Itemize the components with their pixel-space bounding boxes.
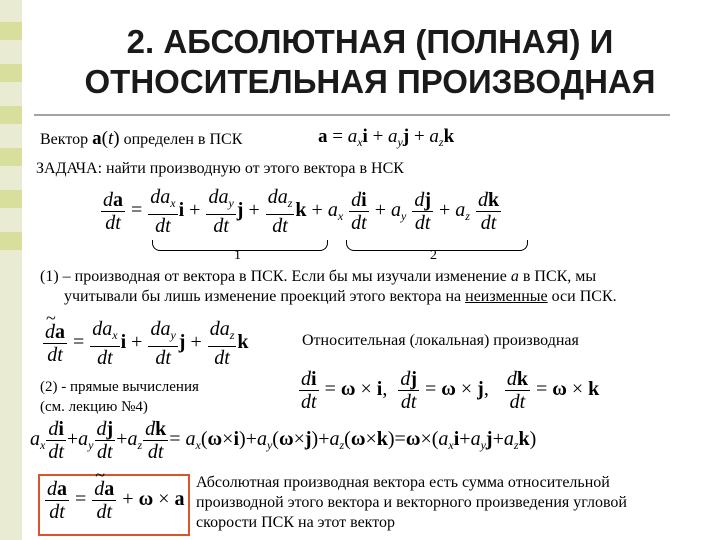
conclusion-line-2: производной этого вектора и векторного произведения угловой bbox=[196, 494, 627, 511]
sidebar-square bbox=[0, 22, 22, 40]
para1-line2-text: учитывали бы лишь изменение проекций этого вектора на bbox=[64, 288, 462, 305]
title-line-1: 2. АБСОЛЮТНАЯ (ПОЛНАЯ) И bbox=[126, 23, 614, 60]
transport-term-formula: $a_x$ $\frac{di}{dt}$ $+a_y$ $\frac{dj}{dt}$ $+a_z$ $\frac{dk}{dt}$ = $a_x(\omega\times i)+a_y(\omega\times j)+a_z(\omega\times k)=\omega\times(a_xi+a_yj+a_zk)$ bbox=[30, 418, 537, 463]
sidebar-square bbox=[0, 148, 22, 166]
vector-definition-line bbox=[40, 130, 242, 149]
slide-sidebar-decoration bbox=[0, 0, 22, 540]
poisson-formulas: $\frac{di}{dt}$ = ω × i, $\frac{dj}{dt}$ = ω × j, $\frac{dk}{dt}$ = ω × k bbox=[301, 368, 600, 413]
underbrace-label-2: 2 bbox=[430, 248, 437, 263]
slide-title bbox=[40, 22, 700, 102]
conclusion-line-3: скорости ПСК на этот вектор bbox=[196, 514, 396, 531]
sidebar-square bbox=[0, 232, 22, 250]
sidebar-square bbox=[0, 64, 22, 82]
sidebar-square bbox=[0, 190, 22, 208]
absolute-derivative-formula: $\frac{da}{dt}$ = ~ $\frac{da}{dt}$ + ω × a bbox=[44, 478, 184, 523]
relative-derivative-label: Относительная (локальная) производная bbox=[302, 332, 579, 349]
sidebar-square bbox=[0, 106, 22, 124]
relative-derivative-formula: ~ $\frac{da}{dt}$ = $\frac{da_x}{dt}$ i + $\frac{da_y}{dt}$ j + $\frac{da_z}{dt}$ k bbox=[42, 318, 249, 369]
vector-a-of-t: a(t) bbox=[92, 128, 120, 149]
paragraph-1-line-2 bbox=[64, 288, 617, 306]
direct-calc-line-2: (см. лекцию №4) bbox=[40, 399, 148, 415]
para1-vector-a: a bbox=[510, 268, 519, 285]
underbrace-2 bbox=[346, 240, 528, 251]
para1-text: (1) – производная от вектора в ПСК. Если бы мы изучали изменение bbox=[40, 268, 507, 285]
vector-label: Вектор bbox=[40, 131, 89, 148]
underbrace-label-1: 1 bbox=[234, 248, 241, 263]
para1-text-end: в ПСК, мы bbox=[522, 268, 597, 285]
full-derivative-formula: $\frac{da}{dt}$ = $\frac{da_x}{dt}$ i + $\frac{da_y}{dt}$ j + $\frac{da_z}{dt}$ $k + a_x$ $\frac{di}{dt}$ + $a_y$ $\frac{dj}{dt}$ + $a_z$ $\frac{dk}{dt}$ bbox=[103, 186, 500, 237]
defined-label: определен в ПСК bbox=[123, 131, 243, 148]
direct-calc-line-1: (2) - прямые вычисления bbox=[40, 379, 199, 395]
conclusion-line-1: Абсолютная производная вектора есть сумма относительной bbox=[196, 474, 610, 491]
title-divider bbox=[34, 114, 670, 116]
vector-decomposition-formula: $a = a_xi + a_yj + a_zk$ bbox=[318, 126, 455, 149]
para1-line2-end: оси ПСК. bbox=[551, 288, 617, 305]
para1-underlined-word: неизменные bbox=[465, 288, 548, 305]
title-line-2: ОТНОСИТЕЛЬНАЯ ПРОИЗВОДНАЯ bbox=[84, 63, 656, 100]
paragraph-1-line-1 bbox=[40, 268, 596, 286]
task-statement: ЗАДАЧА: найти производную от этого вектора в НСК bbox=[36, 160, 404, 177]
